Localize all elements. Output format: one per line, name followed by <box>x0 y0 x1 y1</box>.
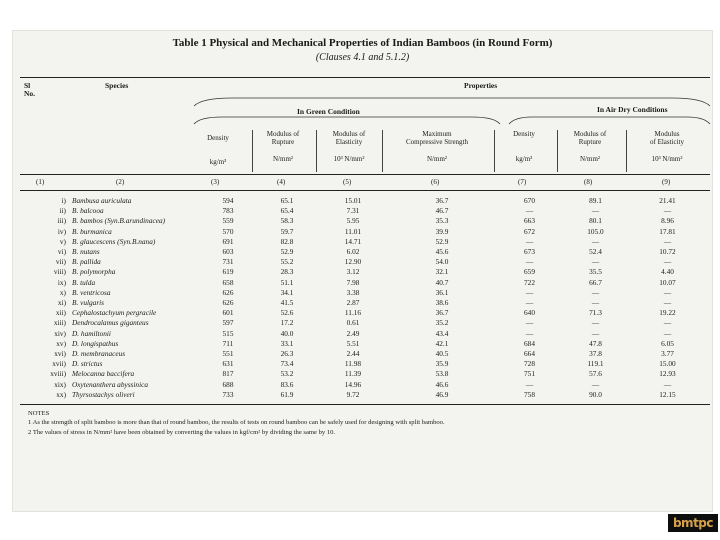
table-row <box>20 257 705 267</box>
row-moe: 11.01 <box>344 226 362 236</box>
table-row <box>20 369 705 379</box>
number-rule <box>20 190 710 191</box>
row-density-dry: — <box>525 257 534 267</box>
row-moe-dry: 15.00 <box>659 359 676 369</box>
row-moe: 9.72 <box>346 389 360 399</box>
table-row <box>20 339 705 349</box>
col-divider <box>626 130 627 172</box>
row-mcs: 42.1 <box>435 338 449 348</box>
row-mcs: 35.9 <box>435 359 449 369</box>
row-mcs: 52.9 <box>435 236 449 246</box>
row-moe: 3.12 <box>346 267 360 277</box>
row-density-dry: 684 <box>524 338 535 348</box>
row-moe-dry: — <box>663 379 672 389</box>
row-mor: 33.1 <box>280 338 294 348</box>
row-mcs: 38.6 <box>435 298 449 308</box>
row-sl-no: viii) <box>53 267 66 277</box>
row-mor: 61.9 <box>280 389 294 399</box>
table-row <box>20 278 705 288</box>
row-mor-dry: 47.8 <box>589 338 602 348</box>
table-row <box>20 267 705 277</box>
row-moe: 14.96 <box>344 379 362 389</box>
row-sl-no: x) <box>59 287 66 297</box>
row-moe-dry: 12.93 <box>659 369 676 379</box>
row-moe-dry: 3.77 <box>661 349 674 359</box>
row-moe-dry: 17.81 <box>659 226 676 236</box>
row-mor: 34.1 <box>280 287 294 297</box>
row-species: Oxytenanthera abyssinica <box>72 379 148 389</box>
row-species: D. longispathus <box>72 338 119 348</box>
row-mor-dry: 37.8 <box>589 349 602 359</box>
row-species: D. hamiltonii <box>72 328 111 338</box>
note-item: 2 The values of stress in N/mm² have been obtained by converting the values in kgf/cm² by dividing the same by 10. <box>28 429 336 436</box>
row-sl-no: xv) <box>56 338 66 348</box>
col-divider <box>557 130 558 172</box>
row-mor-dry: 90.0 <box>589 389 602 399</box>
table-row <box>20 237 705 247</box>
row-density: 631 <box>222 359 234 369</box>
bottom-rule <box>20 404 710 405</box>
row-mor: 55.2 <box>280 257 294 267</box>
row-species: D. strictus <box>72 359 103 369</box>
row-moe-dry: 21.41 <box>659 196 676 205</box>
col-density-header: Density <box>207 134 229 142</box>
row-moe-dry: 10.07 <box>659 277 676 287</box>
air-dry-header: In Air Dry Conditions <box>597 105 668 114</box>
row-species: B. pallida <box>72 257 101 267</box>
row-mor: 40.0 <box>280 328 294 338</box>
row-density: 658 <box>222 277 234 287</box>
row-species: Thyrsostachys oliveri <box>72 389 135 399</box>
row-mcs: 40.7 <box>435 277 449 287</box>
table-row <box>20 216 705 226</box>
row-sl-no: i) <box>61 196 66 205</box>
row-sl-no: xvii) <box>52 359 66 369</box>
row-mcs: 43.4 <box>435 328 449 338</box>
properties-header: Properties <box>464 81 498 90</box>
row-mcs: 35.3 <box>435 216 449 226</box>
row-mor: 82.8 <box>280 236 294 246</box>
row-mor: 53.2 <box>280 369 294 379</box>
row-density-dry: 663 <box>524 216 535 226</box>
row-moe: 14.71 <box>344 236 362 246</box>
row-moe: 3.38 <box>346 287 360 297</box>
row-sl-no: ix) <box>57 277 66 287</box>
row-moe-dry: — <box>663 236 672 246</box>
row-mcs: 54.0 <box>435 257 449 267</box>
row-mor-dry: — <box>591 257 600 267</box>
col-num-8: (8) <box>584 178 593 186</box>
col-num-3: (3) <box>211 178 220 186</box>
row-moe: 12.90 <box>344 257 362 267</box>
row-density-dry: 659 <box>524 267 535 277</box>
row-density: 731 <box>222 257 234 267</box>
row-species: Bambusa auriculata <box>72 196 132 205</box>
row-mor-dry: 35.5 <box>589 267 602 277</box>
row-mor: 17.2 <box>280 318 294 328</box>
table-row <box>20 308 705 318</box>
row-moe: 2.87 <box>346 298 360 308</box>
row-species: D. membranaceus <box>72 349 126 359</box>
row-density: 597 <box>222 318 234 328</box>
row-density-dry: 672 <box>524 226 535 236</box>
row-mor: 28.3 <box>280 267 294 277</box>
row-species: Melocanna baccifera <box>72 369 135 379</box>
table-title: Table 1 Physical and Mechanical Properties of Indian Bamboos (in Round Form) <box>172 37 553 49</box>
sl-no-header: Sl No. <box>24 81 36 98</box>
row-density: 688 <box>222 379 234 389</box>
row-mcs: 36.7 <box>435 196 449 205</box>
row-mor-dry: — <box>591 236 600 246</box>
row-mor-dry: — <box>591 328 600 338</box>
row-moe: 5.95 <box>346 216 360 226</box>
col-num-7: (7) <box>518 178 527 186</box>
row-density: 570 <box>222 226 234 236</box>
col-num-9: (9) <box>662 178 671 186</box>
row-density-dry: 751 <box>524 369 535 379</box>
col-divider <box>382 130 383 172</box>
table-row <box>20 390 705 400</box>
col-moe2-header: Modulus of Elasticity <box>649 130 685 146</box>
row-moe: 2.49 <box>346 328 360 338</box>
table-row <box>20 288 705 298</box>
col-mcs-header: Maximum Compressive Strength <box>405 130 469 146</box>
properties-table <box>20 196 705 400</box>
row-mor: 73.4 <box>280 359 294 369</box>
row-sl-no: ii) <box>59 206 66 216</box>
row-mcs: 46.7 <box>435 206 449 216</box>
row-mor: 52.6 <box>280 308 294 318</box>
row-mor-dry: — <box>591 298 600 308</box>
row-mor: 58.3 <box>280 216 294 226</box>
unit-mor: N/mm² <box>273 155 293 163</box>
row-mor-dry: 105.0 <box>587 226 604 236</box>
table-row <box>20 247 705 257</box>
row-mor: 59.7 <box>280 226 294 236</box>
row-mor-dry: — <box>591 206 600 216</box>
row-density: 626 <box>222 298 234 308</box>
row-moe-dry: 8.96 <box>661 216 674 226</box>
row-species: B. nutans <box>72 247 100 257</box>
row-sl-no: xx) <box>56 389 66 399</box>
row-species: B. vulgaris <box>72 298 105 308</box>
row-mor-dry: — <box>591 287 600 297</box>
row-species: B. polymorpha <box>72 267 116 277</box>
unit-density: kg/m³ <box>209 158 227 166</box>
table-row <box>20 349 705 359</box>
row-species: B. tulda <box>72 277 96 287</box>
unit-mcs: N/mm² <box>427 155 447 163</box>
col-num-1: (1) <box>36 178 45 186</box>
row-species: Cephalostachyum pergracile <box>72 308 157 318</box>
row-mcs: 40.5 <box>435 349 449 359</box>
row-moe-dry: 10.72 <box>659 247 676 257</box>
table-row <box>20 359 705 369</box>
col-mor2-header: Modulus of Rupture <box>573 130 607 146</box>
row-sl-no: v) <box>59 236 66 246</box>
col-num-4: (4) <box>277 178 286 186</box>
row-moe: 2.44 <box>346 349 360 359</box>
row-moe-dry: 19.22 <box>659 308 676 318</box>
col-divider <box>316 130 317 172</box>
row-density-dry: 670 <box>524 196 535 205</box>
row-density: 594 <box>222 196 234 205</box>
row-density: 711 <box>222 338 234 348</box>
table-row <box>20 380 705 390</box>
unit-moe: 10³ N/mm² <box>333 155 365 163</box>
row-density-dry: — <box>525 298 534 308</box>
row-density: 783 <box>222 206 234 216</box>
notes-heading: NOTES <box>28 410 50 417</box>
row-mor: 51.1 <box>280 277 294 287</box>
row-mor: 65.4 <box>280 206 294 216</box>
green-condition-header: In Green Condition <box>297 107 360 116</box>
row-density-dry: — <box>525 236 534 246</box>
row-mor-dry: — <box>591 318 600 328</box>
row-mor-dry: 66.7 <box>589 277 602 287</box>
row-mor: 83.6 <box>280 379 294 389</box>
col-num-6: (6) <box>431 178 440 186</box>
row-moe-dry: — <box>663 318 672 328</box>
row-density: 733 <box>222 389 234 399</box>
row-mor: 65.1 <box>280 196 294 205</box>
table-row <box>20 196 705 206</box>
row-species: B. balcooa <box>72 206 104 216</box>
table-row <box>20 329 705 339</box>
row-mor: 26.3 <box>280 349 294 359</box>
row-moe-dry: — <box>663 298 672 308</box>
row-density-dry: 640 <box>524 308 535 318</box>
table-row <box>20 227 705 237</box>
table-row <box>20 318 705 328</box>
species-header: Species <box>105 81 129 90</box>
row-mor: 52.9 <box>280 247 294 257</box>
unit-moe2: 10³ N/mm² <box>651 155 683 163</box>
table-row <box>20 206 705 216</box>
row-mcs: 36.1 <box>435 287 449 297</box>
row-sl-no: xiv) <box>54 328 66 338</box>
row-density-dry: — <box>525 328 534 338</box>
bmtpc-logo: bmtpc <box>668 514 718 532</box>
row-density-dry: 758 <box>524 389 535 399</box>
row-mor: 41.5 <box>280 298 294 308</box>
row-mor-dry: 119.1 <box>587 359 604 369</box>
row-density-dry: — <box>525 206 534 216</box>
row-sl-no: iv) <box>57 226 66 236</box>
row-species: B. ventricosa <box>72 287 111 297</box>
row-moe: 0.61 <box>346 318 360 328</box>
row-sl-no: xvi) <box>54 349 66 359</box>
row-mcs: 53.8 <box>435 369 449 379</box>
row-species: B. bambos (Syn.B.arundinacea) <box>72 216 166 226</box>
row-mcs: 45.6 <box>435 247 449 257</box>
row-mcs: 46.9 <box>435 389 449 399</box>
row-density-dry: 728 <box>524 359 535 369</box>
col-mor-header: Modulus of Rupture <box>266 130 300 146</box>
row-density: 691 <box>222 236 234 246</box>
row-density: 626 <box>222 287 234 297</box>
row-density-dry: 722 <box>524 277 535 287</box>
row-mor-dry: 80.1 <box>589 216 602 226</box>
row-moe: 15.01 <box>344 196 362 205</box>
row-moe-dry: — <box>663 328 672 338</box>
row-density: 515 <box>222 328 234 338</box>
row-moe: 11.39 <box>344 369 362 379</box>
row-moe-dry: — <box>663 206 672 216</box>
col-density2-header: Density <box>513 130 535 138</box>
row-moe: 11.98 <box>344 359 362 369</box>
green-bracket <box>192 114 502 126</box>
row-density-dry: 673 <box>524 247 535 257</box>
row-mcs: 46.6 <box>435 379 449 389</box>
row-density: 817 <box>222 369 234 379</box>
col-divider <box>252 130 253 172</box>
row-sl-no: iii) <box>57 216 66 226</box>
row-density-dry: — <box>525 379 534 389</box>
col-moe-header: Modulus of Elasticity <box>332 130 366 146</box>
row-moe: 6.02 <box>346 247 360 257</box>
top-rule <box>20 77 710 78</box>
row-moe-dry: — <box>663 257 672 267</box>
row-moe: 7.98 <box>346 277 360 287</box>
row-sl-no: xii) <box>55 308 66 318</box>
row-moe: 7.31 <box>346 206 360 216</box>
row-species: B. burmanica <box>72 226 112 236</box>
note-item: 1 As the strength of split bamboo is more than that of round bamboo, the results of tests on round bamboo can be safely used for designing with split bamboo. <box>28 419 445 426</box>
row-moe: 11.16 <box>344 308 362 318</box>
row-sl-no: xiii) <box>53 318 66 328</box>
row-sl-no: xviii) <box>50 369 66 379</box>
row-density: 551 <box>222 349 234 359</box>
row-moe-dry: 4.40 <box>661 267 674 277</box>
unit-density2: kg/m³ <box>515 155 533 163</box>
row-density-dry: — <box>525 287 534 297</box>
row-mcs: 39.9 <box>435 226 449 236</box>
table-row <box>20 298 705 308</box>
row-density-dry: 664 <box>524 349 535 359</box>
notes-section <box>28 410 445 437</box>
row-density: 603 <box>222 247 234 257</box>
header-rule <box>20 174 710 175</box>
table-subtitle: (Clauses 4.1 and 5.1.2) <box>315 52 410 63</box>
row-mor-dry: — <box>591 379 600 389</box>
row-moe-dry: — <box>663 287 672 297</box>
row-species: Dendrocalamus giganteus <box>72 318 149 328</box>
row-mor-dry: 71.3 <box>589 308 602 318</box>
row-mor-dry: 89.1 <box>589 196 602 205</box>
row-sl-no: vii) <box>55 257 66 267</box>
row-density: 601 <box>222 308 234 318</box>
col-divider <box>494 130 495 172</box>
row-moe-dry: 12.15 <box>659 389 676 399</box>
unit-mor2: N/mm² <box>580 155 600 163</box>
row-mcs: 36.7 <box>435 308 449 318</box>
row-mcs: 32.1 <box>435 267 449 277</box>
row-sl-no: xi) <box>57 298 66 308</box>
row-density-dry: — <box>525 318 534 328</box>
row-sl-no: xix) <box>54 379 66 389</box>
col-num-5: (5) <box>343 178 352 186</box>
row-density: 619 <box>222 267 234 277</box>
row-species: B. glaucescens (Syn.B.nana) <box>72 236 156 246</box>
air-dry-bracket <box>507 114 712 126</box>
row-mor-dry: 57.6 <box>589 369 602 379</box>
row-moe: 5.51 <box>346 338 360 348</box>
row-density: 559 <box>222 216 234 226</box>
row-moe-dry: 6.05 <box>661 338 674 348</box>
row-sl-no: vi) <box>57 247 66 257</box>
scanned-table-page <box>12 30 713 512</box>
row-mor-dry: 52.4 <box>589 247 602 257</box>
row-mcs: 35.2 <box>435 318 449 328</box>
col-num-2: (2) <box>116 178 125 186</box>
